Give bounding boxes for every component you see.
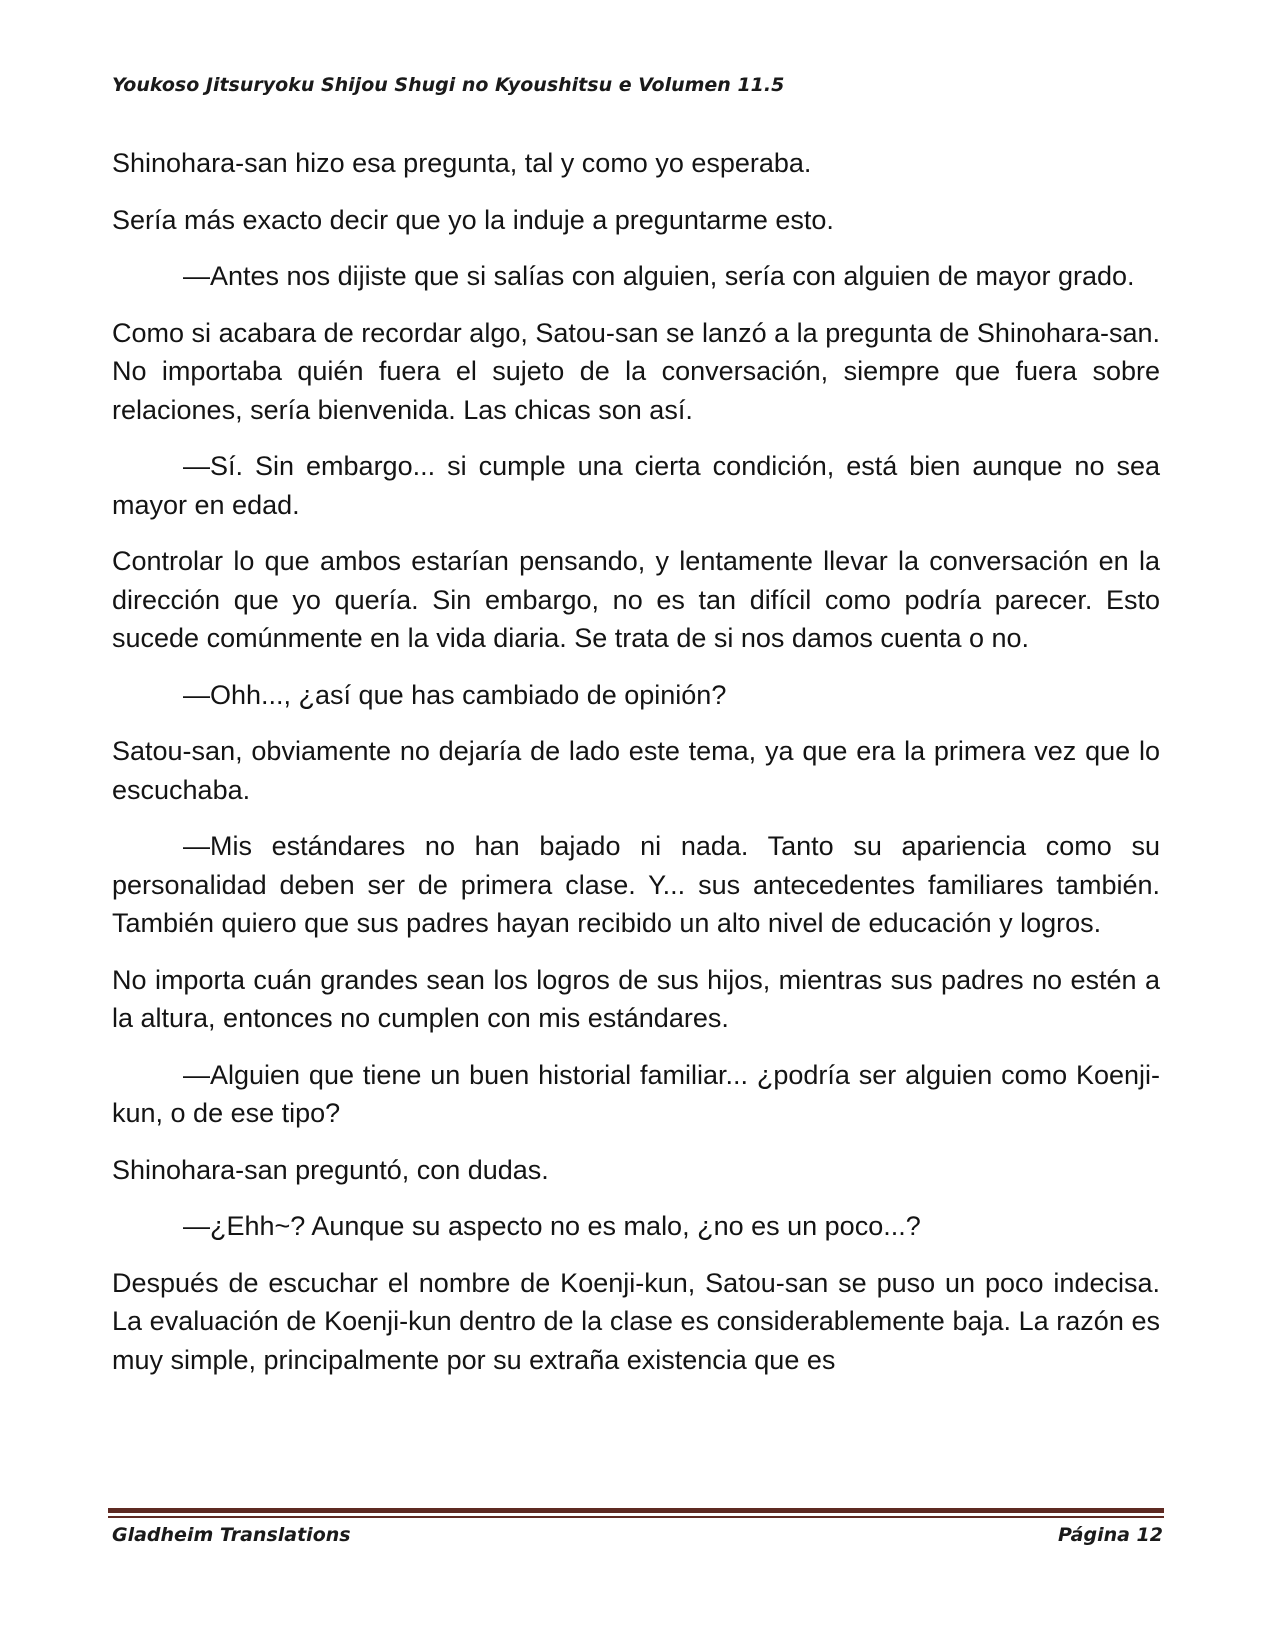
dialogue-paragraph: —Mis estándares no han bajado ni nada. Tanto su apariencia como su personalidad deben ser de primera clase. Y... sus antecedentes familiares también. También quiero que sus padres hayan recibido un alto nivel de educación y logros. (112, 831, 1160, 938)
dialogue-paragraph: —¿Ehh~? Aunque su aspecto no es malo, ¿no es un poco...? (183, 1211, 921, 1241)
footer-divider-thick (108, 1508, 1164, 1513)
paragraph: Satou-san, obviamente no dejaría de lado este tema, ya que era la primera vez que lo escuchaba. (112, 736, 1160, 805)
footer-page-number: Página 12 (1057, 1524, 1163, 1546)
body-text (112, 144, 1160, 1397)
paragraph: Sería más exacto decir que yo la induje a preguntarme esto. (112, 204, 834, 235)
footer-divider-thin (108, 1516, 1164, 1518)
dialogue-paragraph: —Antes nos dijiste que si salías con alguien, sería con alguien de mayor grado. (183, 261, 1135, 291)
paragraph: Como si acabara de recordar algo, Satou-san se lanzó a la pregunta de Shinohara-san. No importaba quién fuera el sujeto de la conversación, siempre que fuera sobre relaciones, sería bienvenida. Las chicas son así. (112, 317, 1160, 425)
paragraph: Shinohara-san hizo esa pregunta, tal y como yo esperaba. (112, 148, 812, 178)
running-header: Youkoso Jitsuryoku Shijou Shugi no Kyoushitsu e Volumen 11.5 (112, 74, 785, 96)
footer-publisher: Gladheim Translations (112, 1524, 351, 1546)
paragraph: Shinohara-san preguntó, con dudas. (112, 1154, 549, 1185)
paragraph: No importa cuán grandes sean los logros de sus hijos, mientras sus padres no estén a la altura, entonces no cumplen con mis estándares. (112, 964, 1160, 1033)
paragraph: Después de escuchar el nombre de Koenji-kun, Satou-san se puso un poco indecisa. La evaluación de Koenji-kun dentro de la clase es considerablemente baja. La razón es muy simple, principalmente por su extraña existencia que es (112, 1267, 1160, 1375)
dialogue-paragraph: —Alguien que tiene un buen historial familiar... ¿podría ser alguien como Koenji-kun, o de ese tipo? (112, 1059, 1160, 1128)
dialogue-paragraph: —Sí. Sin embargo... si cumple una cierta condición, está bien aunque no sea mayor en edad. (112, 451, 1160, 520)
dialogue-paragraph: —Ohh..., ¿así que has cambiado de opinión? (183, 679, 727, 710)
paragraph: Controlar lo que ambos estarían pensando, y lentamente llevar la conversación en la dirección que yo quería. Sin embargo, no es tan difícil como podría parecer. Esto sucede comúnmente en la vida diaria. Se trata de si nos damos cuenta o no. (112, 546, 1160, 653)
